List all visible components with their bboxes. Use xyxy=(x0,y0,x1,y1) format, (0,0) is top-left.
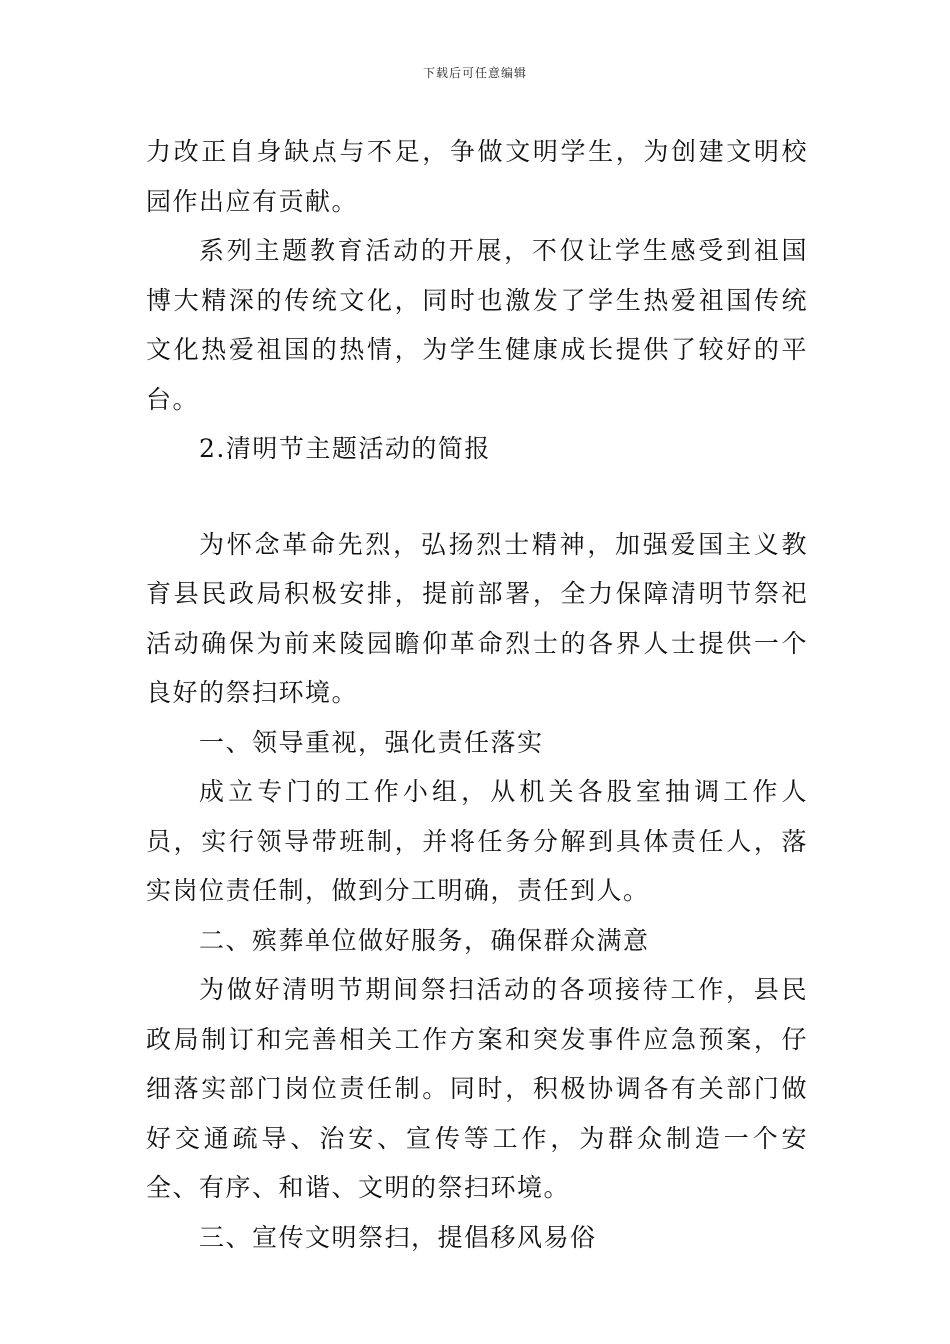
blank-line xyxy=(146,474,808,520)
subheading-civilized-sweeping: 三、宣传文明祭扫，提倡移风易俗 xyxy=(199,1222,597,1252)
subheading-leadership: 一、领导重视，强化责任落实 xyxy=(199,727,544,757)
section-heading-qingming-report: 2.清明节主题活动的简报 xyxy=(199,434,491,463)
paragraph-activity-summary: 系列主题教育活动的开展，不仅让学生感受到祖国博大精深的传统文化，同时也激发了学生热爱祖国传统文化热爱祖国的热情，为学生健康成长提供了较好的平台。 xyxy=(146,236,808,414)
paragraph-reception-work: 为做好清明节期间祭扫活动的各项接待工作，县民政局制订和完善相关工作方案和突发事件应急预案，仔细落实部门岗位责任制。同时，积极协调各有关部门做好交通疏导、治安、宣传等工作，为群众制造一个安全、有序、和谐、文明的祭扫环境。 xyxy=(146,975,808,1202)
document-body xyxy=(146,127,808,1262)
paragraph-work-team: 成立专门的工作小组，从机关各股室抽调工作人员，实行领导带班制，并将任务分解到具体责任人，落实岗位责任制，做到分工明确，责任到人。 xyxy=(146,777,808,905)
subheading-funeral-service: 二、殡葬单位做好服务，确保群众满意 xyxy=(199,925,650,955)
paragraph-intro: 为怀念革命先烈，弘扬烈士精神，加强爱国主义教育县民政局积极安排，提前部署，全力保障清明节祭祀活动确保为前来陵园瞻仰革命烈士的各界人士提供一个良好的祭扫环境。 xyxy=(146,529,808,707)
page-header-note: 下载后可任意编辑 xyxy=(422,66,527,80)
paragraph-continuation: 力改正自身缺点与不足，争做文明学生，为创建文明校园作出应有贡献。 xyxy=(146,137,808,216)
